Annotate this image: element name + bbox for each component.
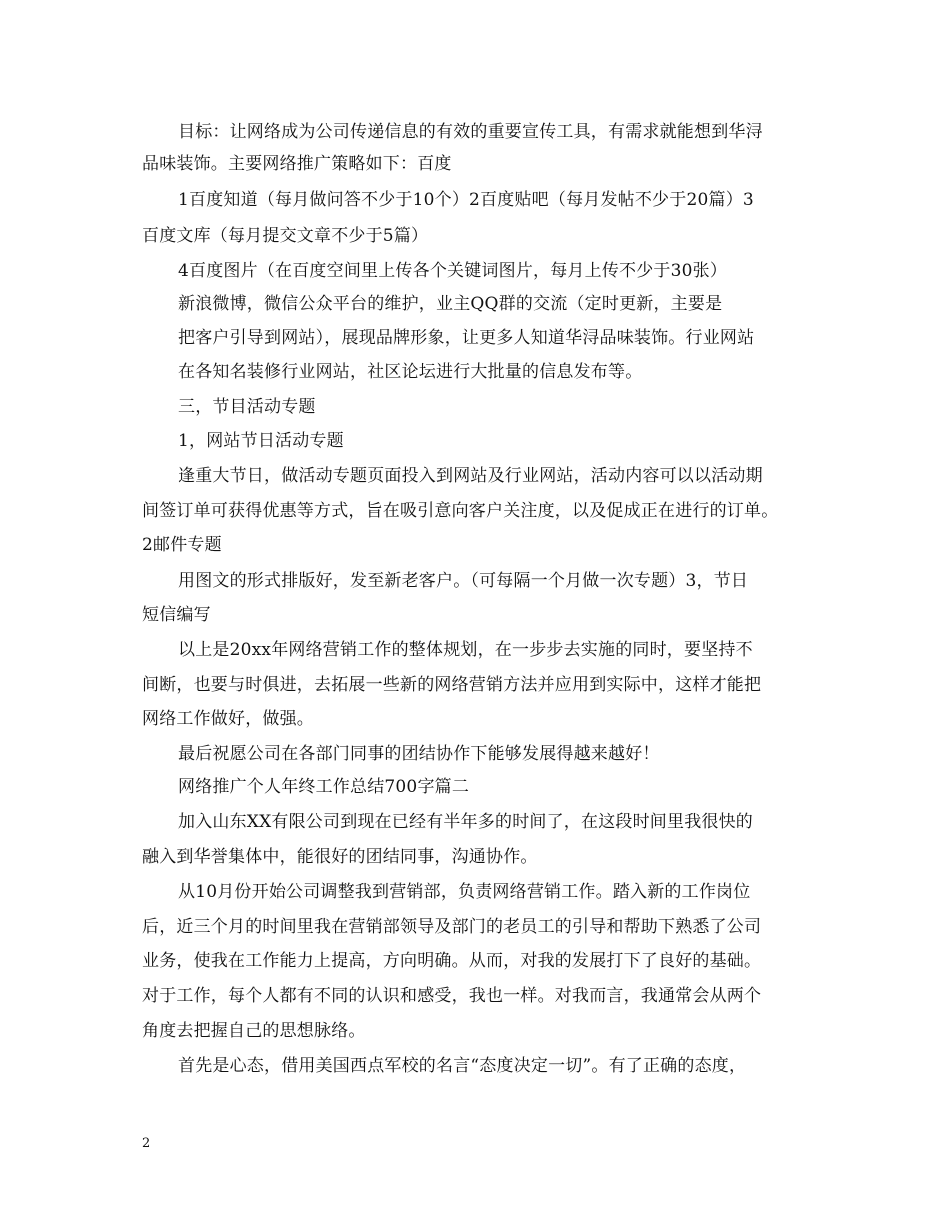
- text-line: 间签订单可获得优惠等方式，旨在吸引意向客户关注度，以及促成正在进行的订单。: [142, 501, 779, 521]
- text-line: 把客户引导到网站），展现品牌形象，让更多人知道华浔品味装饰。行业网站: [178, 328, 755, 348]
- text-line: 品味装饰。主要网络推广策略如下：百度: [142, 154, 452, 174]
- text-line: 首先是心态，借用美国西点军校的名言“态度决定一切”。有了正确的态度，: [178, 1056, 747, 1076]
- page-number: 2: [142, 1136, 151, 1151]
- text-line: 以上是20xx年网络营销工作的整体规划，在一步步去实施的同时，要坚持不: [178, 640, 753, 660]
- section-title: 网络推广个人年终工作总结700字篇二: [178, 777, 470, 797]
- text-line: 间断，也要与时俱进，去拓展一些新的网络营销方法并应用到实际中，这样才能把: [142, 675, 762, 695]
- subsection-heading: 2邮件专题: [142, 535, 222, 555]
- text-line: 对于工作，每个人都有不同的认识和感受，我也一样。对我而言，我通常会从两个: [142, 986, 762, 1006]
- text-line: 在各知名装修行业网站，社区论坛进行大批量的信息发布等。: [178, 362, 643, 382]
- text-line: 加入山东XX有限公司到现在已经有半年多的时间了，在这段时间里我很快的: [178, 812, 754, 832]
- text-line: 百度文库（每月提交文章不少于5篇）: [142, 226, 429, 246]
- subsection-heading: 1，网站节日活动专题: [178, 431, 344, 451]
- text-line: 4百度图片（在百度空间里上传各个关键词图片，每月上传不少于30张）: [178, 261, 728, 281]
- text-line: 最后祝愿公司在各部门同事的团结协作下能够发展得越来越好！: [178, 744, 660, 764]
- text-line: 1百度知道（每月做问答不少于10个）2百度贴吧（每月发帖不少于20篇）3: [178, 190, 754, 210]
- section-heading: 三，节目活动专题: [178, 397, 316, 417]
- text-line: 网络工作做好，做强。: [142, 709, 314, 729]
- text-line: 业务，使我在工作能力上提高，方向明确。从而，对我的发展打下了良好的基础。: [142, 951, 762, 971]
- text-line: 角度去把握自己的思想脉络。: [142, 1021, 366, 1041]
- text-line: 目标：让网络成为公司传递信息的有效的重要宣传工具，有需求就能想到华浔: [178, 122, 763, 142]
- text-line: 逢重大节日，做活动专题页面投入到网站及行业网站，活动内容可以以活动期: [178, 466, 763, 486]
- text-line: 新浪微博，微信公众平台的维护，业主QQ群的交流（定时更新，主要是: [178, 294, 723, 314]
- text-line: 从10月份开始公司调整我到营销部，负责网络营销工作。踏入新的工作岗位: [178, 882, 751, 902]
- text-line: 短信编写: [142, 605, 211, 625]
- text-line: 用图文的形式排版好，发至新老客户。（可每隔一个月做一次专题）3，节日: [178, 571, 749, 591]
- text-line: 融入到华誉集体中，能很好的团结同事，沟通协作。: [142, 847, 538, 867]
- text-line: 后，近三个月的时间里我在营销部领导及部门的老员工的引导和帮助下熟悉了公司: [142, 917, 762, 937]
